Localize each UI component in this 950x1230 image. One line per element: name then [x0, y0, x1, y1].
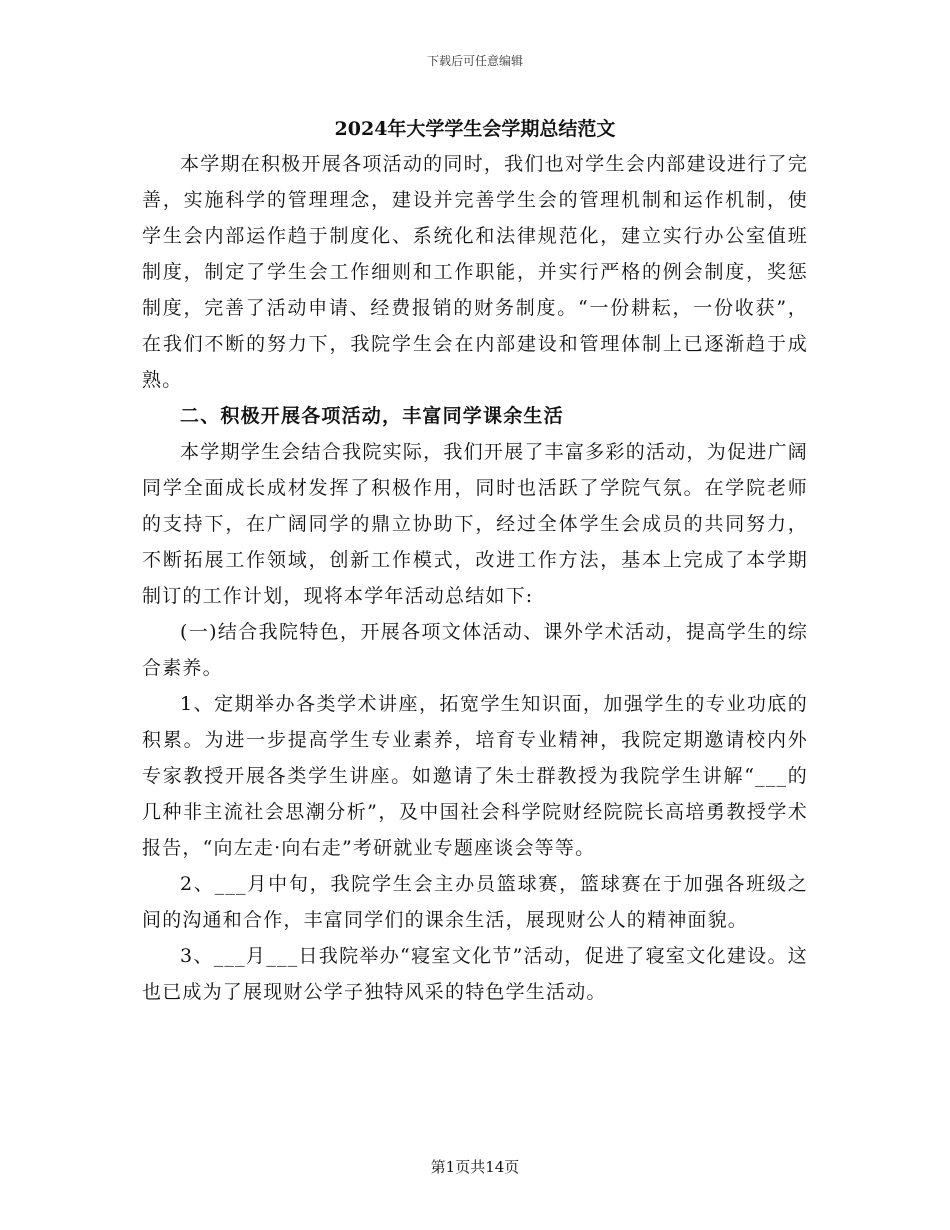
document-title: 2024年大学学生会学期总结范文: [334, 118, 616, 140]
paragraph-item-1: 1、定期举办各类学术讲座，拓宽学生知识面，加强学生的专业功底的积累。为进一步提高学生专业素养，培育专业精神，我院定期邀请校内外专家教授开展各类学生讲座。如邀请了朱士群教授为我院学生讲解“___的几种非主流社会思潮分析”，及中国社会科学院财经院院长高培勇教授学术报告，“向左走·向右走”考研就业专题座谈会等等。: [142, 693, 808, 859]
document-body: [142, 112, 808, 1010]
page-header: 下载后可任意编辑: [426, 54, 523, 68]
paragraph-activities: 本学期学生会结合我院实际，我们开展了丰富多彩的活动，为促进广阔同学全面成长成材发挥了积极作用，同时也活跃了学院气氛。在学院老师的支持下，在广阔同学的鼎立协助下，经过全体学生会成员的共同努力，不断拓展工作领域，创新工作模式，改进工作方法，基本上完成了本学期制订的工作计划，现将本学年活动总结如下:: [142, 441, 808, 607]
paragraph-subsection: (一)结合我院特色，开展各项文体活动、课外学术活动，提高学生的综合素养。: [142, 621, 808, 679]
paragraph-intro: 本学期在积极开展各项活动的同时，我们也对学生会内部建设进行了完善，实施科学的管理理念，建设并完善学生会的管理机制和运作机制，使学生会内部运作趋于制度化、系统化和法律规范化，建立实行办公室值班制度，制定了学生会工作细则和工作职能，并实行严格的例会制度，奖惩制度，完善了活动申请、经费报销的财务制度。“一份耕耘，一份收获”，在我们不断的努力下，我院学生会在内部建设和管理体制上已逐渐趋于成熟。: [142, 153, 808, 391]
paragraph-item-3: 3、___月___日我院举办“寝室文化节”活动，促进了寝室文化建设。这也已成为了展现财公学子独特风采的特色学生活动。: [142, 945, 808, 1003]
section-heading: 二、积极开展各项活动，丰富同学课余生活: [180, 405, 564, 427]
paragraph-item-2: 2、___月中旬，我院学生会主办员篮球赛，篮球赛在于加强各班级之间的沟通和合作，丰富同学们的课余生活，展现财公人的精神面貌。: [142, 873, 808, 931]
page-footer: 第1页共14页: [430, 1158, 520, 1176]
